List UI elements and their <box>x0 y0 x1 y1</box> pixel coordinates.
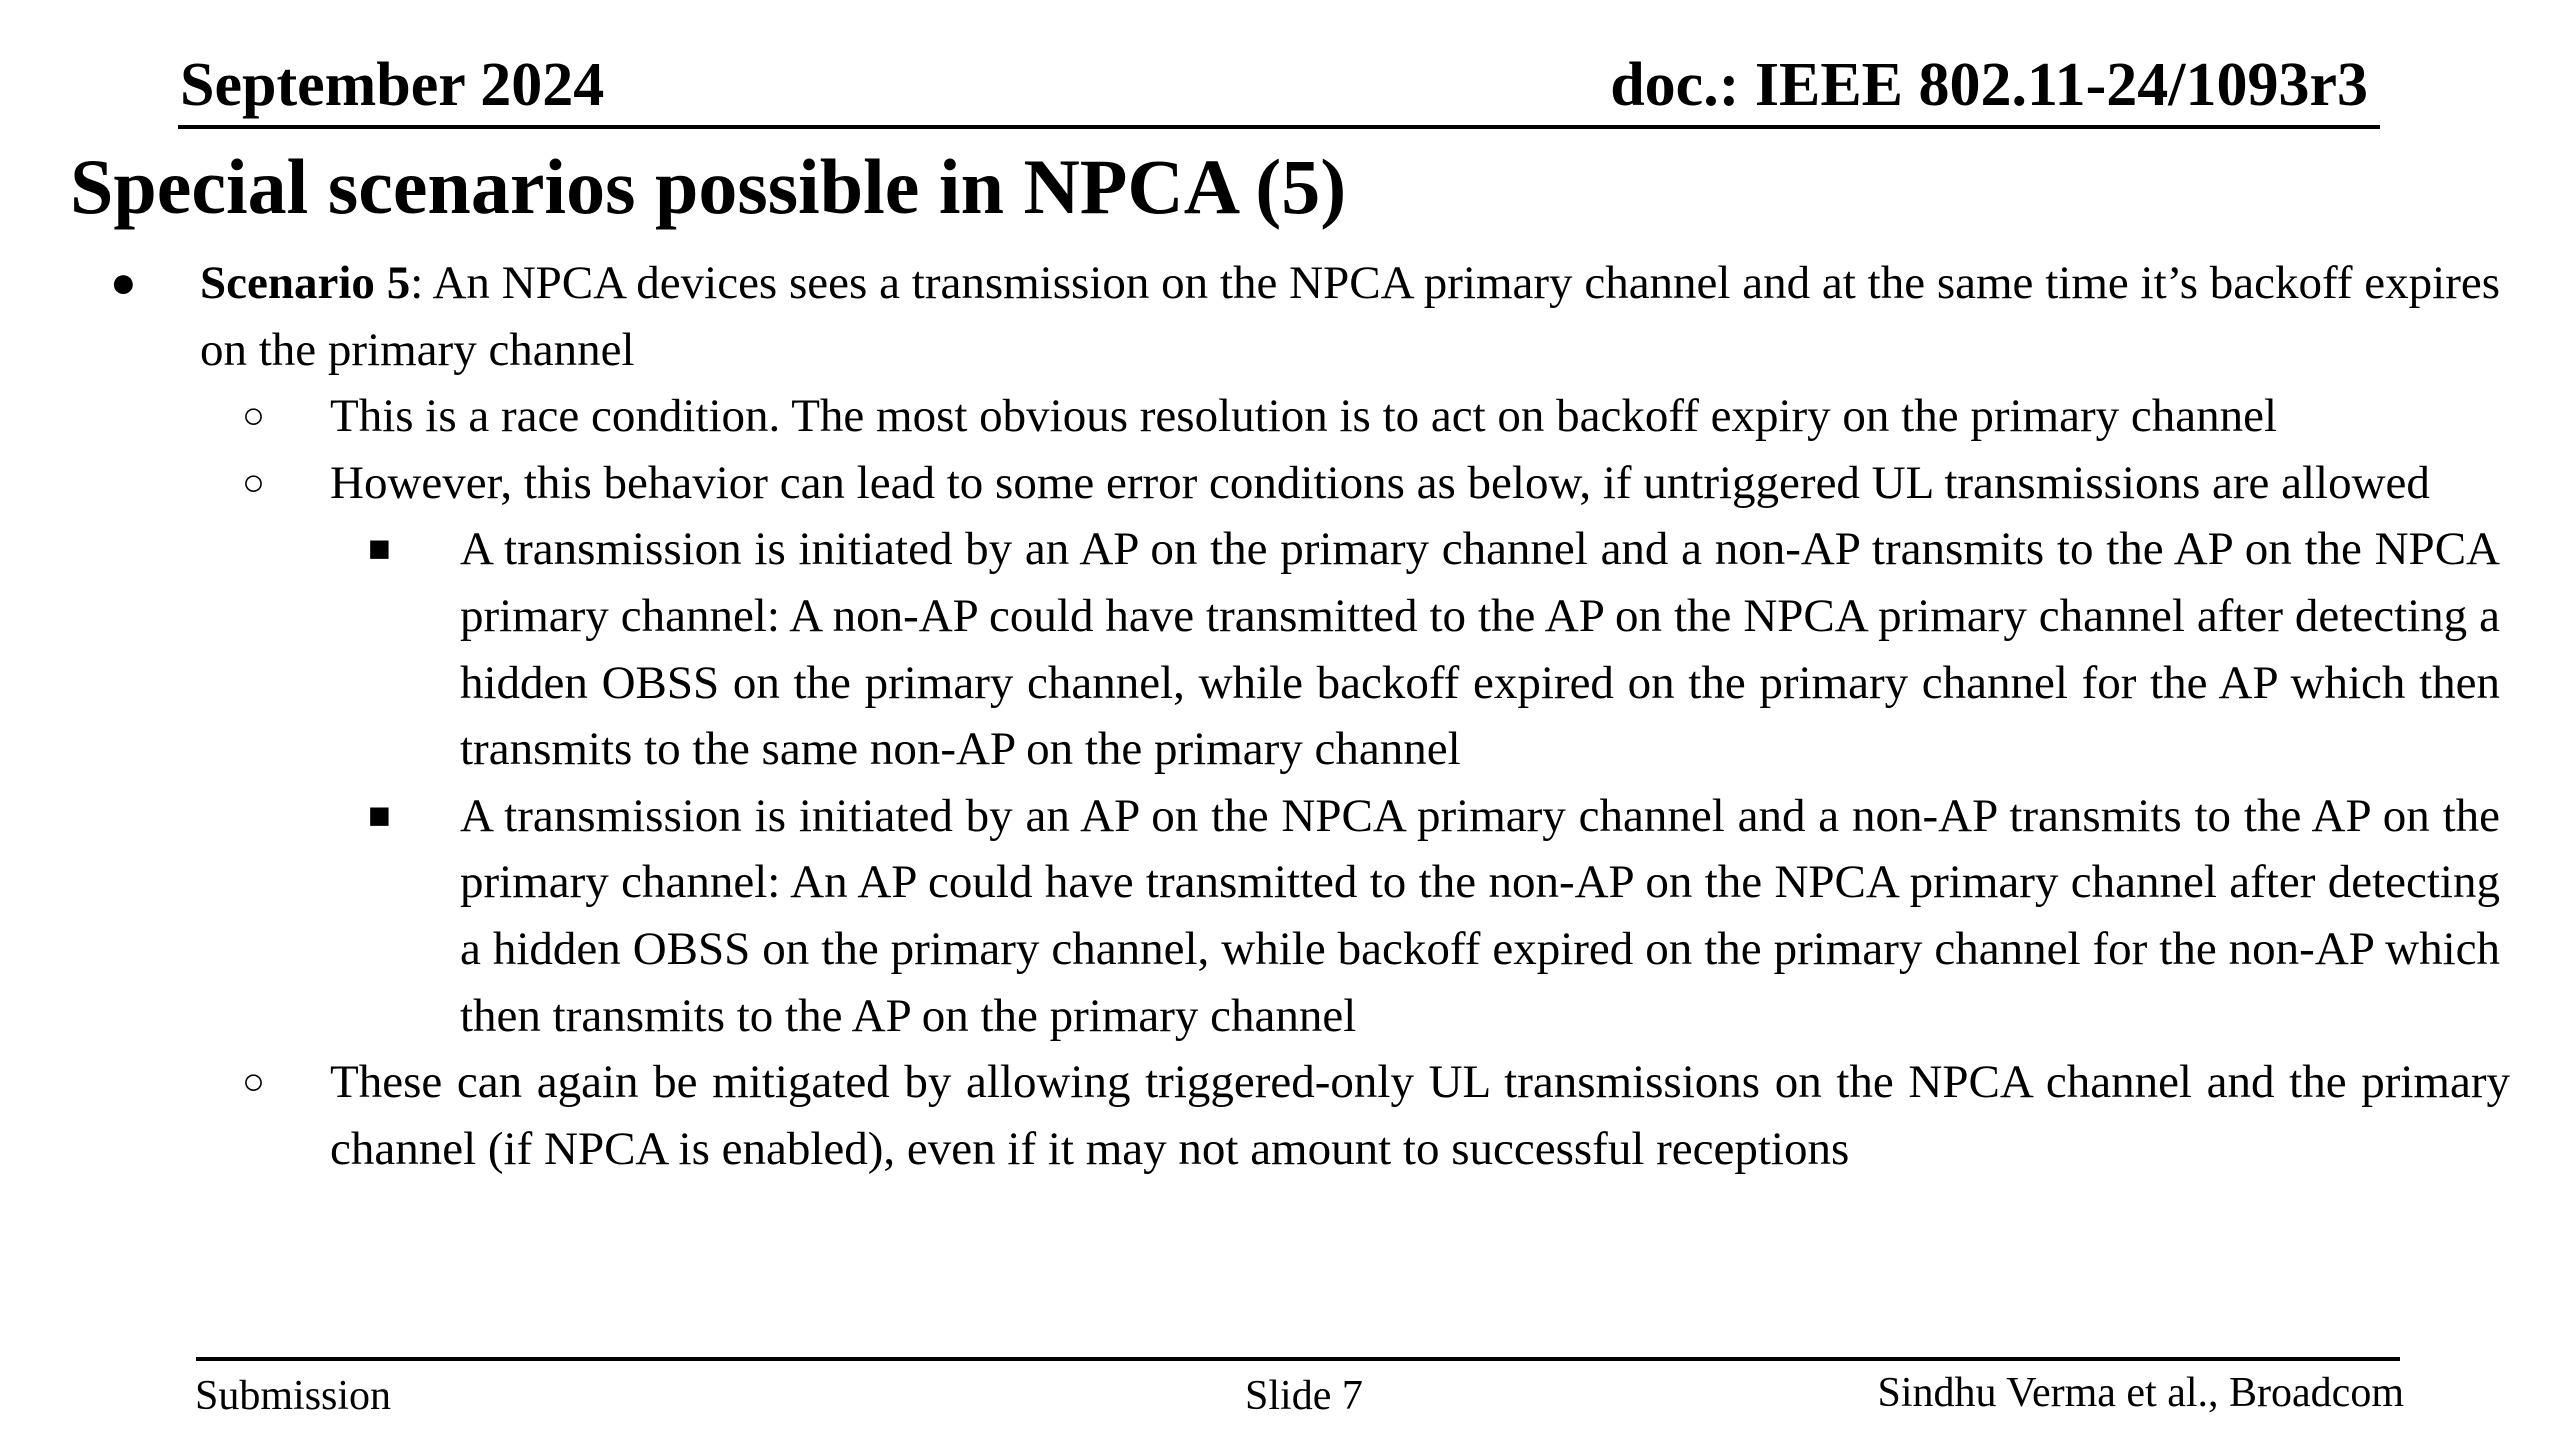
footer-submission: Submission <box>195 1373 392 1419</box>
sub-bullet-mitigation <box>242 1049 2510 1182</box>
sub-bullet-marker: ○ <box>242 1061 265 1104</box>
sub-sub-bullet-marker: ■ <box>368 528 391 571</box>
header-divider <box>178 125 2380 129</box>
sub-sub-bullet-text: A transmission is initiated by an AP on the NPCA primary channel and a non-AP transmits to the AP on the primary channel: An AP could have transmitted to the non-AP on the NPCA primary channel after detecting a hidden OBSS on the primary channel, while backoff expired on the primary channel for the non-AP which then transmits to the AP on the primary channel <box>460 789 2500 1042</box>
footer-authors: Sindhu Verma et al., Broadcom <box>1877 1370 2404 1416</box>
bullet-text: : An NPCA devices sees a transmission on the NPCA primary channel and at the same time it’s backoff expires on the primary channel <box>200 257 2500 376</box>
sub-sub-bullet-ap-primary <box>368 516 2500 782</box>
slide-body <box>0 250 2560 1182</box>
header-doc-id: doc.: IEEE 802.11-24/1093r3 <box>1610 51 2368 119</box>
sub-bullet-marker: ○ <box>242 395 265 438</box>
footer-divider <box>196 1357 2400 1361</box>
slide-title: Special scenarios possible in NPCA (5) <box>70 143 1347 230</box>
sub-bullet-error-conditions <box>242 450 2510 517</box>
header-date: September 2024 <box>180 51 605 119</box>
sub-bullet-text: This is a race condition. The most obvious resolution is to act on backoff expiry on the primary channel <box>330 390 2278 443</box>
sub-sub-bullet-text: A transmission is initiated by an AP on the primary channel and a non-AP transmits to the AP on the NPCA primary channel: A non-AP could have transmitted to the AP on the NPCA primary channel after detecting a hidden OBSS on the primary channel, while backoff expired on the primary channel for the AP which then transmits to the same non-AP on the primary channel <box>460 523 2500 776</box>
bullet-marker: ● <box>110 258 137 307</box>
sub-bullet-text: However, this behavior can lead to some error conditions as below, if untriggered UL transmissions are allowed <box>330 456 2430 509</box>
sub-bullet-marker: ○ <box>242 461 265 504</box>
sub-sub-bullet-marker: ■ <box>368 794 391 837</box>
bullet-lead: Scenario 5 <box>200 257 411 309</box>
bullet-scenario-5 <box>110 250 2500 383</box>
sub-bullet-race-condition <box>242 383 2510 450</box>
footer-slide-number: Slide 7 <box>1245 1373 1363 1419</box>
sub-sub-bullet-ap-npca <box>368 783 2500 1049</box>
sub-bullet-text: These can again be mitigated by allowing triggered-only UL transmissions on the NPCA channel and the primary channel (if NPCA is enabled), even if it may not amount to successful receptions <box>330 1056 2510 1175</box>
